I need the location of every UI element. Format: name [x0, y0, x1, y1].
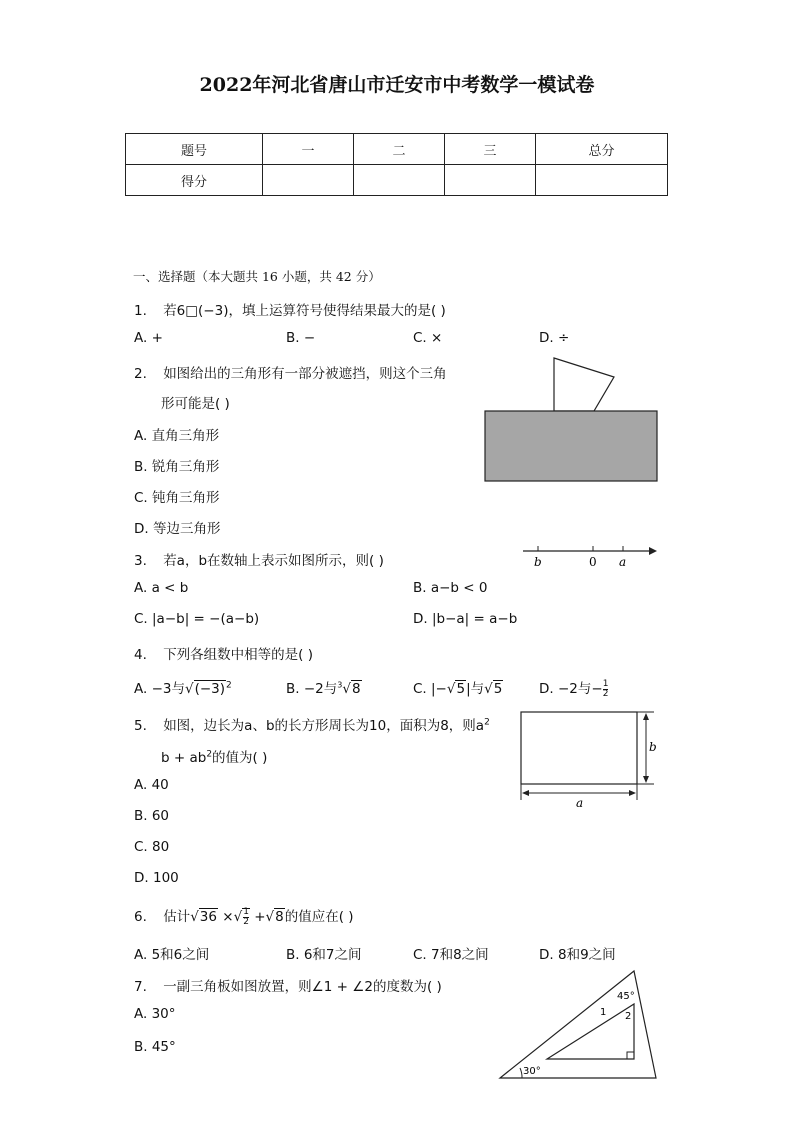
option-b[interactable]: B. a−b < 0 [413, 580, 488, 596]
label-a: a [576, 796, 584, 810]
question-2 [134, 362, 447, 382]
question-text: 若6□(−3)，填上运算符号使得结果最大的是( ) [163, 303, 446, 319]
option-a[interactable]: A. + [134, 330, 163, 346]
option-a[interactable]: A. 直角三角形 [134, 428, 220, 444]
axis-label-b: b [534, 555, 542, 569]
plus-sign: + [254, 909, 266, 925]
axis-label-a: a [619, 555, 627, 569]
numerator: 1 [243, 906, 249, 917]
question-text: 估计 [163, 909, 191, 925]
option-a[interactable]: A. 40 [134, 777, 169, 793]
score-header-cell: 三 [445, 134, 536, 165]
triangle-shape [554, 358, 614, 411]
set-squares-figure [495, 968, 663, 1083]
score-header-cell: 题号 [126, 134, 263, 165]
radicand: (−3) [194, 681, 226, 697]
option-a[interactable]: A. 30° [134, 1006, 176, 1022]
option-c[interactable]: C. × [413, 330, 443, 346]
score-table-row [126, 165, 668, 196]
option-c[interactable]: C. |−√5|与√5 [413, 681, 503, 697]
option-label: A. −3与 [134, 681, 185, 697]
option-b[interactable]: B. 60 [134, 808, 170, 824]
arrow-icon [643, 713, 649, 720]
rectangle-figure [518, 708, 663, 808]
score-header-cell: 二 [354, 134, 445, 165]
page-title: 2022年河北省唐山市迁安市中考数学一模试卷 [199, 74, 595, 96]
option-d[interactable]: D. 100 [134, 870, 179, 886]
option-d[interactable] [539, 677, 608, 699]
numerator: 1 [602, 678, 609, 689]
question-text: 如图，边长为a、b的长方形周长为10，面积为8，则a [163, 718, 485, 734]
score-cell[interactable] [354, 165, 445, 196]
radicand: 5 [493, 681, 503, 697]
question-text: 下列各组数中相等的是( ) [163, 647, 314, 663]
question-3 [134, 549, 384, 569]
angle-label-2: 2 [625, 1011, 632, 1022]
question-number: 3. [134, 553, 147, 569]
question-6: 6. 估计√36 ×√ $\frac{1}{2}$ +√8的值应在( ) [134, 906, 354, 927]
question-7 [134, 975, 442, 995]
question-number: 7. [134, 979, 147, 995]
option-d[interactable]: D. |b−a| = a−b [413, 611, 518, 627]
option-c[interactable]: C. |a−b| = −(a−b) [134, 611, 260, 627]
question-4 [134, 643, 313, 663]
question-text-cont [161, 746, 267, 766]
arrow-icon [649, 547, 657, 555]
option-label: B. −2与 [286, 681, 338, 697]
score-cell[interactable] [536, 165, 668, 196]
option-a[interactable]: A. a < b [134, 580, 189, 596]
question-text: 的值为( ) [212, 750, 268, 766]
score-header-cell: 一 [263, 134, 354, 165]
angle-label-1: 1 [600, 1007, 607, 1018]
radicand: 5 [456, 681, 466, 697]
option-b[interactable]: B. 45° [134, 1039, 176, 1055]
option-b[interactable]: B. − [286, 330, 316, 346]
option-a[interactable]: A. −3与$√(-3)^2$ [134, 680, 232, 697]
times-sign: × [222, 909, 234, 925]
arrow-icon [522, 790, 529, 796]
option-c[interactable]: C. 钝角三角形 [134, 490, 220, 506]
radicand: 36 [199, 909, 217, 925]
option-d[interactable]: D. ÷ [539, 330, 570, 346]
question-text: 的值应在( ) [284, 909, 354, 925]
option-c[interactable]: C. 7和8之间 [413, 947, 489, 963]
rectangle-shape [521, 712, 637, 784]
option-c[interactable]: C. 80 [134, 839, 170, 855]
score-header-cell: 总分 [536, 134, 668, 165]
radicand: 8 [351, 681, 361, 697]
score-cell[interactable] [263, 165, 354, 196]
score-cell[interactable] [445, 165, 536, 196]
occluded-triangle-figure [480, 355, 660, 485]
option-a[interactable]: A. 5和6之间 [134, 947, 210, 963]
root-index: 3 [337, 680, 343, 690]
score-table-header-row [126, 134, 668, 165]
section-heading: 一、选择题（本大题共 16 小题，共 42 分） [133, 269, 381, 284]
option-label: C. |− [413, 681, 447, 697]
denominator: 2 [602, 688, 609, 699]
question-number: 1. [134, 303, 147, 319]
label-45-degrees: 45° [617, 991, 635, 1002]
denominator: 2 [243, 916, 249, 927]
option-b[interactable]: B. 6和7之间 [286, 947, 362, 963]
question-text: 如图给出的三角形有一部分被遮挡，则这个三角 [163, 366, 447, 382]
score-table [125, 133, 668, 196]
fraction [243, 908, 249, 927]
option-label: D. −2与− [539, 681, 603, 697]
question-text: b + ab [161, 750, 207, 766]
question-number: 5. [134, 718, 147, 734]
arrow-icon [629, 790, 636, 796]
exponent: 2 [484, 717, 490, 728]
option-d[interactable]: D. 等边三角形 [134, 521, 221, 537]
arrow-icon [643, 776, 649, 783]
fraction [603, 680, 609, 699]
exponent: 2 [206, 749, 213, 760]
option-mid-text: |与 [466, 681, 485, 697]
label-30-degrees: 30° [523, 1066, 541, 1077]
occluding-rectangle [485, 411, 657, 481]
question-number: 4. [134, 647, 147, 663]
option-b[interactable]: B. −2与$^3$√8 [286, 680, 361, 697]
question-text: 若a，b在数轴上表示如图所示，则( ) [163, 553, 384, 569]
question-text: 一副三角板如图放置，则∠1 + ∠2的度数为( ) [163, 979, 442, 995]
question-number: 6. [134, 909, 147, 925]
question-1 [134, 299, 446, 319]
question-5 [134, 714, 490, 734]
exponent: 2 [226, 680, 232, 691]
axis-label-0: 0 [589, 555, 597, 569]
question-number: 2. [134, 366, 147, 382]
label-b: b [649, 740, 657, 754]
option-b[interactable]: B. 锐角三角形 [134, 459, 220, 475]
radicand: 8 [275, 909, 284, 925]
number-line-figure [520, 541, 660, 571]
option-d[interactable]: D. 8和9之间 [539, 947, 616, 963]
question-text-cont: 形可能是( ) [161, 396, 230, 412]
score-row-label: 得分 [126, 165, 263, 196]
